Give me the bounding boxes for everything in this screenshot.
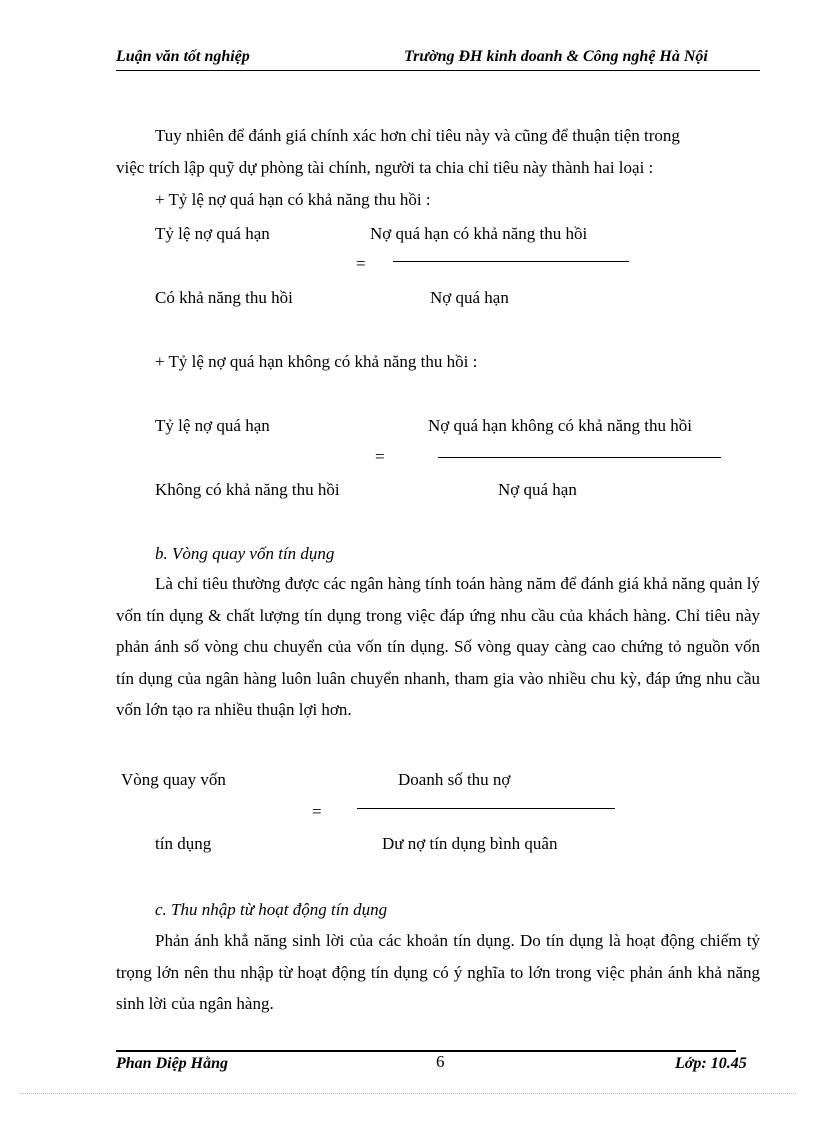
formula3-equals: =	[312, 802, 322, 821]
formula2-equals: =	[375, 447, 385, 466]
section-c-heading: c. Thu nhập từ hoạt động tín dụng	[155, 900, 388, 919]
formula1-equals: =	[356, 254, 366, 273]
formula2-denominator: Nợ quá hạn	[498, 480, 577, 499]
formula3-numerator: Doanh số thu nợ	[398, 770, 511, 789]
formula2-numerator: Nợ quá hạn không có khả năng thu hồi	[428, 416, 692, 435]
section-b-heading: b. Vòng quay vốn tín dụng	[155, 544, 335, 563]
header-right: Trường ĐH kinh doanh & Công nghệ Hà Nội	[404, 48, 708, 65]
formula1-fraction-bar	[393, 261, 629, 262]
footer-rule	[116, 1050, 736, 1052]
intro-line-1: Tuy nhiên để đánh giá chính xác hơn chỉ tiêu này và cũng để thuận tiện trong	[155, 126, 680, 145]
header-rule	[116, 70, 760, 71]
formula1-numerator: Nợ quá hạn có khả năng thu hồi	[370, 224, 588, 243]
formula3-lhs-top: Vòng quay vốn	[121, 770, 226, 789]
formula2-lhs-top: Tỷ lệ nợ quá hạn	[155, 416, 270, 435]
formula2-fraction-bar	[438, 457, 721, 458]
formula3-fraction-bar	[357, 808, 615, 809]
footer-author: Phan Diệp Hằng	[116, 1055, 229, 1072]
formula3-denominator: Dư nợ tín dụng bình quân	[382, 834, 558, 853]
formula2-lhs-bottom: Không có khả năng thu hồi	[155, 480, 340, 499]
page-bottom-dotted-line	[20, 1093, 796, 1094]
formula1-title: + Tỷ lệ nợ quá hạn có khả năng thu hồi :	[155, 190, 431, 209]
formula1-lhs-top: Tỷ lệ nợ quá hạn	[155, 224, 270, 243]
formula2-title: + Tỷ lệ nợ quá hạn không có khả năng thu hồi :	[155, 352, 478, 371]
page-number: 6	[436, 1052, 445, 1071]
footer-class: Lớp: 10.45	[675, 1055, 747, 1072]
section-c-paragraph: Phản ánh khẳ năng sinh lời của các khoản tín dụng. Do tín dụng là hoạt động chiếm tỷ trọng lớn nên thu nhập từ hoạt động tín dụng có ý nghĩa to lớn trong việc phản ánh khả năng sinh lời của ngân hàng.	[116, 931, 760, 1013]
section-b-paragraph: Là chỉ tiêu thường được các ngân hàng tính toán hàng năm để đánh giá khả năng quản lý vốn tín dụng & chất lượng tín dụng trong việc đáp ứng nhu cầu của khách hàng. Chỉ tiêu này phản ánh số vòng chu chuyển của vốn tín dụng. Số vòng quay càng cao chứng tỏ nguồn vốn tín dụng của ngân hàng luôn luân chuyển nhanh, tham gia vào nhiều chu kỳ, đáp ứng nhu cầu vốn lớn tạo ra nhiều thuận lợi hơn.	[116, 574, 760, 719]
formula1-denominator: Nợ quá hạn	[430, 288, 509, 307]
formula3-lhs-bottom: tín dụng	[155, 834, 212, 853]
header-left: Luận văn tốt nghiệp	[116, 48, 250, 65]
formula1-lhs-bottom: Có khả năng thu hồi	[155, 288, 293, 307]
intro-line-2: việc trích lập quỹ dự phòng tài chính, người ta chia chỉ tiêu này thành hai loại :	[116, 158, 654, 177]
